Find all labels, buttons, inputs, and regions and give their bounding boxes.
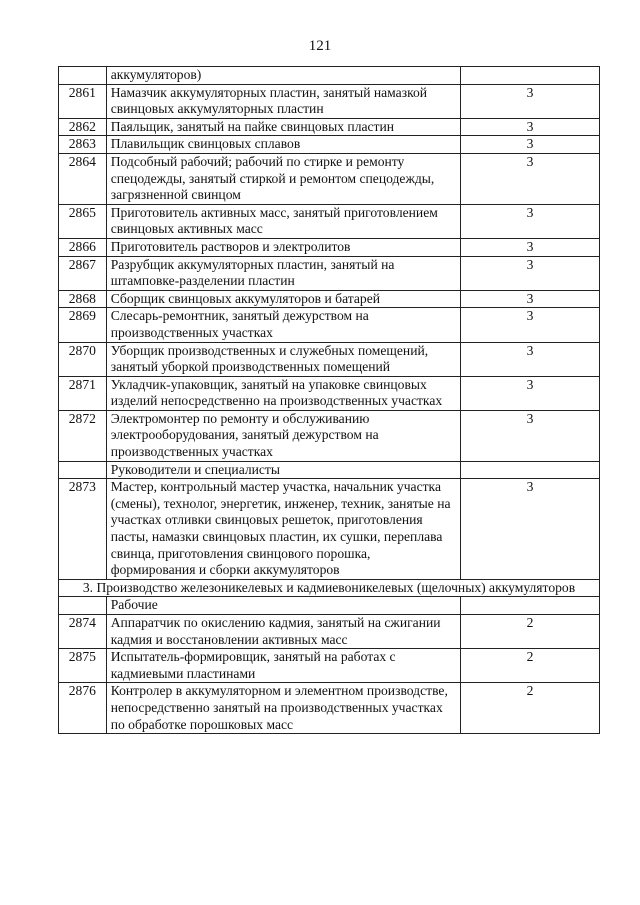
row-value: 3	[460, 410, 599, 461]
table-row	[59, 238, 600, 256]
table-row	[59, 376, 600, 410]
row-value: 3	[460, 256, 599, 290]
row-number: 2861	[59, 84, 107, 118]
table-row	[59, 256, 600, 290]
row-value: 3	[460, 308, 599, 342]
row-number: 2865	[59, 204, 107, 238]
table-row	[59, 67, 600, 85]
row-value: 3	[460, 84, 599, 118]
row-number: 2875	[59, 649, 107, 683]
row-number: 2866	[59, 238, 107, 256]
row-number: 2873	[59, 479, 107, 580]
row-number: 2870	[59, 342, 107, 376]
row-description: Слесарь-ремонтник, занятый дежурством на производственных участках	[106, 308, 460, 342]
row-description: Электромонтер по ремонту и обслуживанию электрооборудования, занятый дежурством на производственных участках	[106, 410, 460, 461]
row-number: 2872	[59, 410, 107, 461]
row-number	[59, 67, 107, 85]
row-number	[59, 597, 107, 615]
row-description: Аппаратчик по окислению кадмия, занятый на сжигании кадмия и восстановлении активных масс	[106, 615, 460, 649]
table-row	[59, 479, 600, 580]
row-description: Сборщик свинцовых аккумуляторов и батарей	[106, 290, 460, 308]
table-row	[59, 118, 600, 136]
table-row	[59, 649, 600, 683]
row-value: 3	[460, 290, 599, 308]
row-number: 2867	[59, 256, 107, 290]
row-value	[460, 67, 599, 85]
row-description: Паяльщик, занятый на пайке свинцовых пластин	[106, 118, 460, 136]
row-value: 3	[460, 238, 599, 256]
section-heading: 3. Производство железоникелевых и кадмиевоникелевых (щелочных) аккумуляторов	[59, 579, 600, 597]
table-row	[59, 615, 600, 649]
row-value: 3	[460, 376, 599, 410]
table-row	[59, 308, 600, 342]
row-description: Намазчик аккумуляторных пластин, занятый намазкой свинцовых аккумуляторных пластин	[106, 84, 460, 118]
row-description: Плавильщик свинцовых сплавов	[106, 136, 460, 154]
table-row	[59, 342, 600, 376]
subheading-workers: Рабочие	[106, 597, 460, 615]
row-description: Испытатель-формировщик, занятый на работах с кадмиевыми пластинами	[106, 649, 460, 683]
row-description: Мастер, контрольный мастер участка, начальник участка (смены), технолог, энергетик, инженер, техник, занятые на участках отливки свинцовых решеток, приготовления пасты, намазки свинцовых пластин, их сушки, переплава свинца, приготовления свинцового порошка, формирования и сборки аккумуляторов	[106, 479, 460, 580]
row-number: 2868	[59, 290, 107, 308]
table-row	[59, 204, 600, 238]
table-row	[59, 290, 600, 308]
row-number: 2863	[59, 136, 107, 154]
row-value: 3	[460, 479, 599, 580]
table-row	[59, 683, 600, 734]
row-value: 3	[460, 204, 599, 238]
row-description: Контролер в аккумуляторном и элементном производстве, непосредственно занятый на производственных участках по обработке порошковых масс	[106, 683, 460, 734]
row-description: Подсобный рабочий; рабочий по стирке и ремонту спецодежды, занятый стиркой и ремонтом спецодежды, загрязненной свинцом	[106, 153, 460, 204]
table-row-subheading	[59, 461, 600, 479]
table-row	[59, 410, 600, 461]
subheading-managers: Руководители и специалисты	[106, 461, 460, 479]
document-table	[58, 66, 600, 734]
row-description: Укладчик-упаковщик, занятый на упаковке свинцовых изделий непосредственно на производственных участках	[106, 376, 460, 410]
section-heading-row	[59, 579, 600, 597]
row-description: Приготовитель активных масс, занятый приготовлением свинцовых активных масс	[106, 204, 460, 238]
row-value: 2	[460, 649, 599, 683]
table-row-subheading	[59, 597, 600, 615]
row-description: Приготовитель растворов и электролитов	[106, 238, 460, 256]
row-description: аккумуляторов)	[106, 67, 460, 85]
row-description: Уборщик производственных и служебных помещений, занятый уборкой производственных помещений	[106, 342, 460, 376]
row-value: 2	[460, 615, 599, 649]
row-value: 3	[460, 153, 599, 204]
page-number: 121	[308, 38, 332, 54]
row-value: 3	[460, 342, 599, 376]
row-value: 3	[460, 118, 599, 136]
row-number: 2876	[59, 683, 107, 734]
row-number: 2874	[59, 615, 107, 649]
row-value: 2	[460, 683, 599, 734]
row-number: 2862	[59, 118, 107, 136]
row-value	[460, 461, 599, 479]
row-value: 3	[460, 136, 599, 154]
table-row	[59, 153, 600, 204]
row-value	[460, 597, 599, 615]
row-number: 2869	[59, 308, 107, 342]
table-row	[59, 84, 600, 118]
table-row	[59, 136, 600, 154]
row-number	[59, 461, 107, 479]
row-number: 2864	[59, 153, 107, 204]
row-description: Разрубщик аккумуляторных пластин, занятый на штамповке-разделении пластин	[106, 256, 460, 290]
row-number: 2871	[59, 376, 107, 410]
